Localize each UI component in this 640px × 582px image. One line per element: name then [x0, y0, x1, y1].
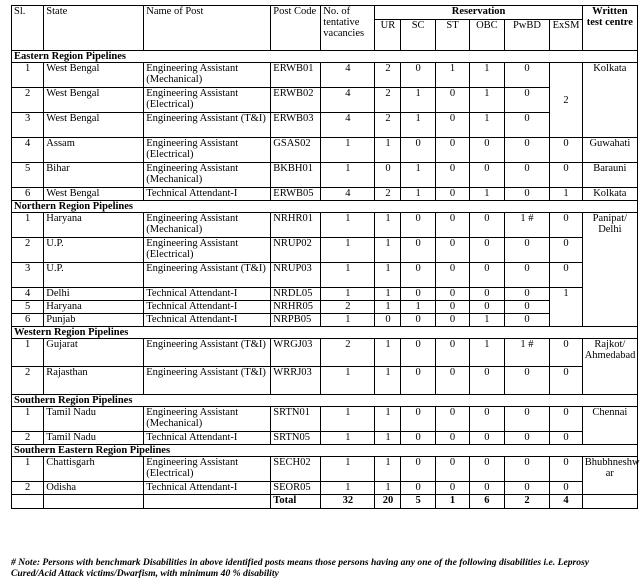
cell-obc: 0 [470, 407, 504, 432]
cell-sl: 1 [12, 63, 44, 88]
cell-sl: 2 [12, 432, 44, 445]
cell-exsm: 0 [550, 339, 582, 367]
cell-state: West Bengal [44, 88, 144, 113]
cell-empty [582, 495, 637, 509]
table-row [12, 263, 638, 288]
cell-code: ERWB01 [271, 63, 321, 88]
cell-post: Engineering Assistant (Electrical) [144, 457, 271, 482]
cell-state: West Bengal [44, 63, 144, 88]
region-heading: Northern Region Pipelines [12, 201, 638, 213]
cell-post: Engineering Assistant (T&I) [144, 367, 271, 395]
table-row [12, 457, 638, 482]
cell-centre: Kolkata [582, 63, 637, 138]
header-ur: UR [375, 20, 401, 51]
cell-obc: 0 [470, 432, 504, 445]
cell-code: NRHR05 [271, 301, 321, 314]
vacancy-table [11, 5, 638, 509]
cell-sc: 0 [401, 288, 435, 301]
cell-sl: 1 [12, 457, 44, 482]
cell-ur: 1 [375, 457, 401, 482]
cell-code: BKBH01 [271, 163, 321, 188]
table-row [12, 482, 638, 495]
cell-pwbd: 0 [504, 113, 550, 138]
cell-sl: 6 [12, 314, 44, 327]
cell-code: NRUP02 [271, 238, 321, 263]
region-heading: Western Region Pipelines [12, 327, 638, 339]
cell-obc: 0 [470, 213, 504, 238]
cell-state: U.P. [44, 238, 144, 263]
cell-pwbd: 1 # [504, 339, 550, 367]
cell-sc: 0 [401, 339, 435, 367]
cell-exsm: 0 [550, 367, 582, 395]
cell-centre: Guwahati [582, 138, 637, 163]
cell-code: WRGJ03 [271, 339, 321, 367]
table-row [12, 339, 638, 367]
table-row [12, 314, 638, 327]
cell-sc: 0 [401, 367, 435, 395]
cell-obc: 0 [470, 367, 504, 395]
cell-st: 0 [435, 367, 469, 395]
cell-state: Haryana [44, 301, 144, 314]
cell-vacancies: 2 [321, 339, 375, 367]
cell-post: Technical Attendant-I [144, 288, 271, 301]
cell-sl: 1 [12, 339, 44, 367]
table-row [12, 407, 638, 432]
cell-vacancies: 1 [321, 138, 375, 163]
total-ur: 20 [375, 495, 401, 509]
cell-state: Assam [44, 138, 144, 163]
cell-post: Engineering Assistant (T&I) [144, 113, 271, 138]
total-vacancies: 32 [321, 495, 375, 509]
cell-sl: 1 [12, 407, 44, 432]
cell-pwbd: 0 [504, 163, 550, 188]
cell-obc: 0 [470, 482, 504, 495]
cell-post: Engineering Assistant (Electrical) [144, 238, 271, 263]
cell-obc: 0 [470, 288, 504, 301]
cell-ur: 1 [375, 238, 401, 263]
cell-st: 0 [435, 238, 469, 263]
header-vacancies: No. of tentative vacancies [321, 6, 375, 51]
cell-ur: 0 [375, 163, 401, 188]
header-exsm: ExSM [550, 20, 582, 51]
region-heading: Southern Eastern Region Pipelines [12, 445, 638, 457]
cell-pwbd: 0 [504, 63, 550, 88]
region-heading: Eastern Region Pipelines [12, 51, 638, 63]
table-row [12, 63, 638, 88]
cell-post: Technical Attendant-I [144, 314, 271, 327]
table-row [12, 188, 638, 201]
cell-vacancies: 1 [321, 367, 375, 395]
cell-vacancies: 1 [321, 407, 375, 432]
table-row [12, 238, 638, 263]
cell-exsm: 0 [550, 457, 582, 482]
cell-code: NRHR01 [271, 213, 321, 238]
cell-st: 0 [435, 113, 469, 138]
cell-sl: 5 [12, 163, 44, 188]
cell-centre: Chennai [582, 407, 637, 445]
cell-centre: Barauni [582, 163, 637, 188]
cell-sl: 3 [12, 113, 44, 138]
cell-pwbd: 0 [504, 367, 550, 395]
header-state: State [44, 6, 144, 51]
cell-state: West Bengal [44, 113, 144, 138]
cell-obc: 1 [470, 188, 504, 201]
cell-sl: 2 [12, 482, 44, 495]
cell-ur: 1 [375, 138, 401, 163]
cell-obc: 0 [470, 301, 504, 314]
cell-obc: 0 [470, 263, 504, 288]
cell-sc: 0 [401, 63, 435, 88]
cell-vacancies: 4 [321, 63, 375, 88]
cell-vacancies: 1 [321, 263, 375, 288]
header-st: ST [435, 20, 469, 51]
cell-pwbd: 0 [504, 288, 550, 301]
table-row [12, 301, 638, 314]
total-obc: 6 [470, 495, 504, 509]
cell-sl: 2 [12, 238, 44, 263]
cell-exsm: 0 [550, 213, 582, 238]
cell-pwbd: 0 [504, 88, 550, 113]
cell-exsm: 0 [550, 432, 582, 445]
total-st: 1 [435, 495, 469, 509]
cell-exsm: 0 [550, 138, 582, 163]
cell-post: Engineering Assistant (Mechanical) [144, 213, 271, 238]
cell-vacancies: 1 [321, 288, 375, 301]
table-row [12, 113, 638, 138]
cell-ur: 2 [375, 63, 401, 88]
cell-exsm: 0 [550, 238, 582, 263]
cell-vacancies: 1 [321, 213, 375, 238]
cell-st: 0 [435, 288, 469, 301]
total-row [12, 495, 638, 509]
cell-post: Engineering Assistant (Mechanical) [144, 407, 271, 432]
cell-st: 0 [435, 314, 469, 327]
cell-obc: 0 [470, 457, 504, 482]
cell-sc: 0 [401, 238, 435, 263]
cell-state: West Bengal [44, 188, 144, 201]
cell-sl: 2 [12, 367, 44, 395]
cell-vacancies: 4 [321, 188, 375, 201]
cell-st: 0 [435, 188, 469, 201]
cell-ur: 1 [375, 288, 401, 301]
footnote: # Note: Persons with benchmark Disabilities in above identified posts means those persons having any one of the following disabilities i.e. Leprosy Cured/Acid Attack victims/Dwarfism, with minimum 40 % disability [11, 557, 590, 579]
cell-centre: Kolkata [582, 188, 637, 201]
cell-ur: 0 [375, 314, 401, 327]
cell-sc: 0 [401, 263, 435, 288]
cell-sc: 0 [401, 457, 435, 482]
table-row [12, 213, 638, 238]
table-row [12, 367, 638, 395]
cell-obc: 1 [470, 314, 504, 327]
cell-sc: 0 [401, 314, 435, 327]
cell-post: Technical Attendant-I [144, 432, 271, 445]
cell-empty [144, 495, 271, 509]
cell-pwbd: 0 [504, 457, 550, 482]
cell-post: Technical Attendant-I [144, 188, 271, 201]
cell-st: 0 [435, 407, 469, 432]
cell-sc: 0 [401, 213, 435, 238]
cell-pwbd: 0 [504, 188, 550, 201]
cell-vacancies: 1 [321, 457, 375, 482]
cell-vacancies: 1 [321, 482, 375, 495]
cell-vacancies: 1 [321, 314, 375, 327]
cell-state: Rajasthan [44, 367, 144, 395]
header-sc: SC [401, 20, 435, 51]
cell-ur: 1 [375, 263, 401, 288]
cell-code: SEOR05 [271, 482, 321, 495]
cell-vacancies: 4 [321, 113, 375, 138]
cell-st: 0 [435, 88, 469, 113]
cell-sc: 1 [401, 113, 435, 138]
cell-ur: 1 [375, 482, 401, 495]
cell-exsm: 0 [550, 407, 582, 432]
cell-sl: 5 [12, 301, 44, 314]
cell-st: 0 [435, 301, 469, 314]
cell-vacancies: 1 [321, 432, 375, 445]
cell-exsm: 1 [550, 288, 582, 327]
cell-obc: 1 [470, 339, 504, 367]
cell-state: Punjab [44, 314, 144, 327]
cell-ur: 1 [375, 367, 401, 395]
table-row [12, 432, 638, 445]
cell-centre: Bhubhneshw ar [582, 457, 637, 495]
cell-vacancies: 4 [321, 88, 375, 113]
cell-state: Haryana [44, 213, 144, 238]
header-sl: Sl. [12, 6, 44, 51]
cell-empty [44, 495, 144, 509]
cell-code: NRPB05 [271, 314, 321, 327]
cell-code: NRUP03 [271, 263, 321, 288]
cell-state: Odisha [44, 482, 144, 495]
cell-exsm: 2 [550, 63, 582, 138]
cell-code: SECH02 [271, 457, 321, 482]
cell-st: 0 [435, 163, 469, 188]
cell-pwbd: 0 [504, 238, 550, 263]
cell-sc: 1 [401, 88, 435, 113]
cell-exsm: 0 [550, 263, 582, 288]
cell-post: Engineering Assistant (T&I) [144, 339, 271, 367]
cell-code: ERWB02 [271, 88, 321, 113]
cell-sc: 0 [401, 407, 435, 432]
cell-obc: 0 [470, 138, 504, 163]
cell-code: ERWB05 [271, 188, 321, 201]
cell-state: Chattisgarh [44, 457, 144, 482]
cell-pwbd: 0 [504, 407, 550, 432]
cell-ur: 1 [375, 301, 401, 314]
cell-pwbd: 1 # [504, 213, 550, 238]
cell-post: Engineering Assistant (Electrical) [144, 88, 271, 113]
cell-state: Tamil Nadu [44, 432, 144, 445]
cell-sl: 2 [12, 88, 44, 113]
cell-pwbd: 0 [504, 432, 550, 445]
cell-obc: 0 [470, 163, 504, 188]
total-label: Total [271, 495, 321, 509]
cell-vacancies: 1 [321, 163, 375, 188]
cell-st: 0 [435, 263, 469, 288]
cell-exsm: 1 [550, 188, 582, 201]
cell-sl: 4 [12, 288, 44, 301]
cell-sc: 1 [401, 163, 435, 188]
cell-sl: 6 [12, 188, 44, 201]
cell-st: 0 [435, 213, 469, 238]
cell-state: Tamil Nadu [44, 407, 144, 432]
cell-state: Bihar [44, 163, 144, 188]
cell-ur: 2 [375, 188, 401, 201]
cell-ur: 1 [375, 432, 401, 445]
cell-st: 0 [435, 138, 469, 163]
cell-code: SRTN05 [271, 432, 321, 445]
cell-exsm: 0 [550, 482, 582, 495]
cell-centre: Panipat/ Delhi [582, 213, 637, 327]
cell-sl: 4 [12, 138, 44, 163]
cell-code: WRRJ03 [271, 367, 321, 395]
header-pwbd: PwBD [504, 20, 550, 51]
cell-post: Engineering Assistant (Electrical) [144, 138, 271, 163]
table-row [12, 138, 638, 163]
cell-vacancies: 1 [321, 238, 375, 263]
cell-vacancies: 2 [321, 301, 375, 314]
cell-sc: 0 [401, 432, 435, 445]
cell-exsm: 0 [550, 163, 582, 188]
cell-post: Technical Attendant-I [144, 301, 271, 314]
cell-st: 0 [435, 432, 469, 445]
cell-st: 0 [435, 457, 469, 482]
cell-st: 0 [435, 482, 469, 495]
cell-ur: 2 [375, 88, 401, 113]
cell-state: Delhi [44, 288, 144, 301]
cell-code: NRDL05 [271, 288, 321, 301]
cell-code: GSAS02 [271, 138, 321, 163]
total-sc: 5 [401, 495, 435, 509]
table-row [12, 88, 638, 113]
cell-post: Technical Attendant-I [144, 482, 271, 495]
header-code: Post Code [271, 6, 321, 51]
header-reservation: Reservation [375, 6, 582, 20]
cell-ur: 2 [375, 113, 401, 138]
cell-post: Engineering Assistant (T&I) [144, 263, 271, 288]
cell-ur: 1 [375, 339, 401, 367]
cell-pwbd: 0 [504, 138, 550, 163]
cell-obc: 1 [470, 113, 504, 138]
cell-post: Engineering Assistant (Mechanical) [144, 63, 271, 88]
cell-pwbd: 0 [504, 263, 550, 288]
cell-empty [12, 495, 44, 509]
table-row [12, 288, 638, 301]
cell-state: Gujarat [44, 339, 144, 367]
cell-obc: 1 [470, 63, 504, 88]
cell-post: Engineering Assistant (Mechanical) [144, 163, 271, 188]
cell-obc: 1 [470, 88, 504, 113]
total-exsm: 4 [550, 495, 582, 509]
cell-pwbd: 0 [504, 314, 550, 327]
cell-ur: 1 [375, 407, 401, 432]
cell-code: SRTN01 [271, 407, 321, 432]
cell-st: 0 [435, 339, 469, 367]
total-pwbd: 2 [504, 495, 550, 509]
cell-ur: 1 [375, 213, 401, 238]
cell-code: ERWB03 [271, 113, 321, 138]
cell-sl: 3 [12, 263, 44, 288]
cell-pwbd: 0 [504, 301, 550, 314]
cell-pwbd: 0 [504, 482, 550, 495]
cell-obc: 0 [470, 238, 504, 263]
cell-sc: 0 [401, 482, 435, 495]
cell-sc: 1 [401, 301, 435, 314]
header-post: Name of Post [144, 6, 271, 51]
cell-centre: Rajkot/ Ahmedabad [582, 339, 637, 395]
cell-sl: 1 [12, 213, 44, 238]
table-row [12, 163, 638, 188]
cell-sc: 1 [401, 188, 435, 201]
cell-sc: 0 [401, 138, 435, 163]
cell-st: 1 [435, 63, 469, 88]
cell-state: U.P. [44, 263, 144, 288]
header-obc: OBC [470, 20, 504, 51]
header-centre: Written test centre [582, 6, 637, 51]
region-heading: Southern Region Pipelines [12, 395, 638, 407]
